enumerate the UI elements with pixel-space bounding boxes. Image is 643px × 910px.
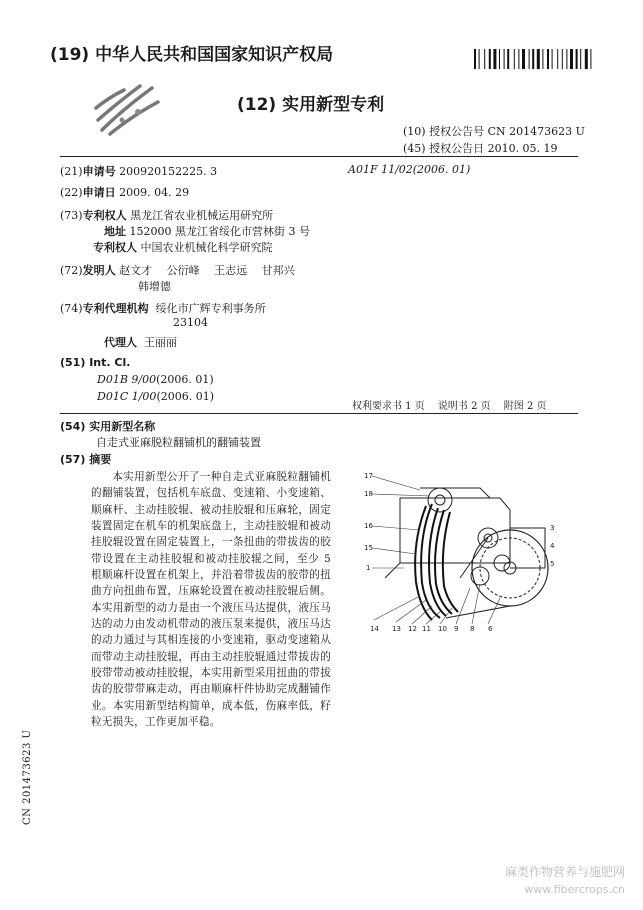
abstract-text: 本实用新型公开了一种自走式亚麻脱粒翻铺机的翻铺装置，包括机车底盘、变速箱、小变速箱、顺麻杆、主动挂胶辊、被动挂胶辊和压麻轮，固定装置固定在机车的机架底盘上，主动挂胶辊和被动挂胶辊设置在固定装置上，一条扭曲的带拔齿的胶带设置在主动挂胶辊和被动挂胶辊之间，至少 5 根顺麻杆设置在机架上，并沿着带拔齿的胶带的扭曲方向扭曲布置，压麻轮设置在被动挂胶辊后侧。本实用新型的动力是由一个液压马达提供，液压马达的动力由发动机带动的液压泵来提供，液压马达的动力通过与其相连接的小变速箱，驱动变速箱从而带动主动挂胶辊，再由主动挂胶辊通过带拔齿的胶带带动被动挂胶辊，本实用新型采用扭曲的带拔齿的胶带带麻走动，再由顺麻杆件协助完成翻铺作业。本实用新型结构简单，成本低，伤麻率低，籽粒无损失，工作更加平稳。 <box>91 471 331 729</box>
barcode-bar <box>576 49 578 69</box>
agency-row: (74)专利代理机构 绥化市广辉专利事务所 <box>60 302 266 315</box>
application-date-row: (22)申请日 2009. 04. 29 <box>60 186 190 199</box>
barcode-bar <box>493 49 496 69</box>
utility-model-title: 自走式亚麻脱粒翻铺机的翻铺装置 <box>96 436 261 449</box>
section-rule <box>60 413 578 414</box>
sipo-logo-icon <box>92 80 164 140</box>
barcode-bar <box>580 49 581 69</box>
abstract-label: (57) 摘要 <box>60 453 112 466</box>
barcode-bar <box>532 49 534 69</box>
watermark-site-name: 麻类作物营养与施肥网 <box>504 865 625 879</box>
abstract-figure <box>360 468 560 642</box>
machine-drawing <box>360 468 560 638</box>
int-cl-2: D01C 1/00(2006. 01) <box>97 390 215 403</box>
inventors-row: (72)发明人 赵文才 公衍峰 王志远 甘邦兴 <box>60 264 295 277</box>
document-type: (12) 实用新型专利 <box>237 95 385 115</box>
fig-label: 4 <box>550 542 555 550</box>
ipc-main: A01F 11/02(2006. 01) <box>348 163 471 176</box>
fig-label: 8 <box>470 625 475 633</box>
side-publication-number: CN 201473623 U <box>22 729 33 825</box>
patentee2-row: 专利权人 中国农业机械化科学研究院 <box>93 241 273 254</box>
title-label: (54) 实用新型名称 <box>60 420 156 433</box>
barcode-bar <box>489 49 491 69</box>
publication-number: (10) 授权公告号 CN 201473623 U <box>403 125 585 138</box>
address-row: 地址 152000 黑龙江省绥化市营林街 3 号 <box>104 225 310 238</box>
fig-label: 10 <box>438 625 447 633</box>
barcode-bar <box>557 49 558 69</box>
barcode-bar <box>562 49 563 69</box>
application-number-row: (21)申请号 200920152225. 3 <box>60 165 218 178</box>
barcode-bar <box>590 49 591 69</box>
barcode-bar <box>529 49 530 69</box>
barcode-bar <box>522 49 525 69</box>
barcode-bar <box>547 49 549 69</box>
barcode-bar <box>474 49 476 69</box>
fig-label: 16 <box>364 522 373 530</box>
barcode-bar <box>499 49 500 69</box>
barcode-bar <box>566 49 567 69</box>
agent-row: 代理人 王丽丽 <box>104 336 177 349</box>
fig-label: 14 <box>370 625 379 633</box>
office-name: (19) 中华人民共和国国家知识产权局 <box>50 45 334 65</box>
fig-label: 13 <box>392 625 401 633</box>
fig-label: 17 <box>364 472 373 480</box>
barcode-bar <box>570 49 573 69</box>
fig-label: 11 <box>422 625 431 633</box>
inventors-line2: 韩增德 <box>138 280 171 293</box>
fig-label: 6 <box>488 625 493 633</box>
barcode-bar <box>479 49 480 69</box>
fig-label: 3 <box>550 524 555 532</box>
int-cl-1: D01B 9/00(2006. 01) <box>97 373 214 386</box>
publication-date: (45) 授权公告日 2010. 05. 19 <box>403 142 558 155</box>
watermark-url: www.fibercrops.cn <box>524 883 625 896</box>
barcode <box>474 49 611 73</box>
barcode-bar <box>542 49 543 69</box>
fig-label: 18 <box>364 490 373 498</box>
fig-label: 5 <box>550 560 555 568</box>
barcode-bar <box>552 49 553 69</box>
patentee-row: (73)专利权人 黑龙江省农业机械运用研究所 <box>60 209 274 222</box>
barcode-bar <box>507 49 509 69</box>
barcode-bar <box>514 49 515 69</box>
agency-code: 23104 <box>173 316 208 329</box>
barcode-bar <box>585 49 588 69</box>
int-cl-label: (51) Int. Cl. <box>60 356 131 369</box>
barcode-bar <box>537 49 540 69</box>
barcode-bar <box>504 49 505 69</box>
fig-label: 12 <box>408 625 417 633</box>
barcode-bar <box>518 49 519 69</box>
header-rule <box>60 156 578 157</box>
fig-label: 9 <box>454 625 459 633</box>
page-counts: 权利要求书 1 页 说明书 2 页 附图 2 页 <box>352 401 547 412</box>
fig-label: 1 <box>366 564 371 572</box>
barcode-bar <box>484 49 485 69</box>
fig-label: 15 <box>364 544 373 552</box>
